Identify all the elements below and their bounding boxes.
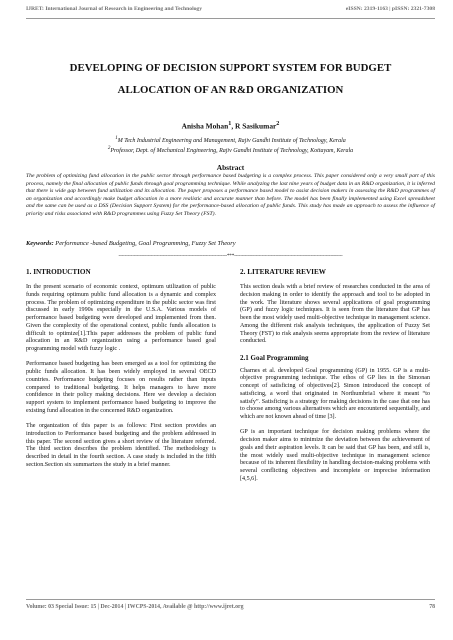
affiliation-1: [26, 135, 435, 145]
title-line-2: ALLOCATION OF AN R&D ORGANIZATION: [117, 84, 344, 96]
affiliation-2: [26, 145, 435, 155]
abstract-heading: Abstract: [216, 163, 245, 172]
introduction-paragraph: Performance based budgeting has been emerged as a tool for optimizing the public funds allocation. It has been widely employed in several OECD countries. Performance budgeting focuses on results rather than inputs compared to traditional budgeting. It helps managers to have more confidence in their policy making decisions. Here we develop a decision support system to implement performance based budgeting to improve the existing fund allocation in the concerned R&D organization.: [26, 361, 216, 414]
keywords-label: Keywords:: [26, 240, 54, 247]
volume-info: Volume: 03 Special Issue: 15 | Dec-2014 | IWCPS-2014, Available @ http://www.ijret.org: [26, 604, 244, 610]
author-1-superscript: 1: [228, 121, 232, 127]
goal-programming-paragraph: Charnes et al. developed Goal programming (GP) in 1955. GP is a multi-objective programming technique. The ethos of GP lies in the Simonan concept of satisficing of objectives[2]. Simon introduced the concept of satisficing, a word that originated in Northumbria1 where it meant “to satisfy”. Satisficing is a strategy for making decisions in the case that one has to choose among various alternatives which are encountered sequentially, and which are not known ahead of time [3].: [240, 367, 430, 420]
goal-programming-paragraph: GP is an important technique for decision making problems where the decision maker aims to minimize the deviation between the achievement of goals and their aspiration levels. It can be said that GP has been, and still is, the most widely used multi-objective technique in management science because of its inherent flexibility in handling decision-making problems with several conflicting objectives and incomplete or imprecise information [4,5,6].: [240, 429, 430, 482]
header-rule: [26, 18, 435, 19]
right-column: [240, 268, 430, 491]
keywords: [26, 240, 435, 247]
issn: eISSN: 2319-1163 | pISSN: 2321-7308: [345, 6, 435, 12]
abstract-body: The problem of optimizing fund allocation in the public sector through performance based budgeting is a complex process. This paper considered only a very small part of this process, namely the final allocation of public funds through goal programming technique. While analyzing the last nine years of budget data in an R&D organization, it is inferred that there is wide gap between fund utilization and its allocation. The paper proposes a performance based model to assist decision makers in assessing the R&D programmes of an organization and accordingly make budget allocation in a more realistic and accurate manner than before. The model has been finally implemented using Excel spreadsheet and the same can be used as a DSS (Decision Support System) for the performance-based allocation of public funds. This study has made an approach to assess the influence of priority and risks associated with R&D programmes using Fuzzy Set Theory (FST).: [26, 173, 435, 217]
goal-programming-heading: 2.1 Goal Programming: [240, 353, 309, 362]
literature-review-heading: 2. LITERATURE REVIEW: [240, 268, 326, 276]
left-column: [26, 268, 216, 477]
author-list: [30, 121, 431, 130]
introduction-paragraph: The organization of this paper is as follows: First section provides an introduction to Performance based budgeting and the problem addressed in this paper. The second section gives a short review of the literature referred. The third section describes the problem identified. The methodology is described in detail in the fourth section. A case study is included in the fifth section.Section six summarizes the study in a brief manner.: [26, 423, 216, 468]
affiliation-1-text: M Tech Industrial Engineering and Management, Rajiv Gandhi Institute of Technology, Kerala: [117, 138, 346, 144]
introduction-paragraph: In the present scenario of economic context, optimum utilization of public funds requiring optimum public fund allocation is a dynamic and complex process. The problem of optimizing expenditure in the public sector was first discussed in early 1990s especially in the U.S.A. Various models of performance based budgeting were developed and implemented from then. Given the complexity of the operational context, public funds allocation is difficult to optimize[1].This paper addresses the problem of public fund allocation in an R&D organization using a performance based goal programming model with fuzzy logic .: [26, 284, 216, 352]
paper-title: [30, 57, 431, 101]
journal-name: IJRET: International Journal of Research in Engineering and Technology: [26, 6, 203, 12]
running-header: [26, 6, 435, 18]
keywords-text: Performance -based Budgeting, Goal Programming, Fuzzy Set Theory: [53, 240, 236, 247]
footer-rule: [26, 599, 435, 600]
affiliation-2-text: Professor, Dept. of Mechanical Engineering, Rajiv Gandhi Institute of Technology, Kottayam, Kerala: [110, 148, 354, 154]
page-number: 78: [429, 604, 435, 610]
running-footer: [26, 604, 435, 610]
author-2-superscript: 2: [276, 121, 280, 127]
affiliation-2-superscript: 2: [107, 146, 111, 151]
author-1: Anisha Mohan: [181, 121, 229, 131]
author-separator: ,: [231, 121, 236, 131]
section-divider: -----------------------------------------------------------------------***-----------------------------------------------------------------------: [118, 253, 343, 259]
literature-review-paragraph: This section deals with a brief review of researches conducted in the area of decision making in order to identify the approach and tool to be adopted in the work. The literature shows several applications of goal programming (GP) and fuzzy logic techniques. It is seen from the literature that GP has been the most widely used multi-objective technique in management science. Among the different risk analysis techniques, the application of Fuzzy Set Theory (FST) to risk analysis seems appropriate from the review of literature conducted.: [240, 284, 430, 345]
affiliations: [26, 135, 435, 155]
title-line-1: DEVELOPING OF DECISION SUPPORT SYSTEM FOR BUDGET: [69, 62, 392, 74]
introduction-heading: 1. INTRODUCTION: [26, 268, 91, 276]
affiliation-1-superscript: 1: [115, 136, 118, 141]
author-2: R Sasikumar: [235, 121, 277, 131]
